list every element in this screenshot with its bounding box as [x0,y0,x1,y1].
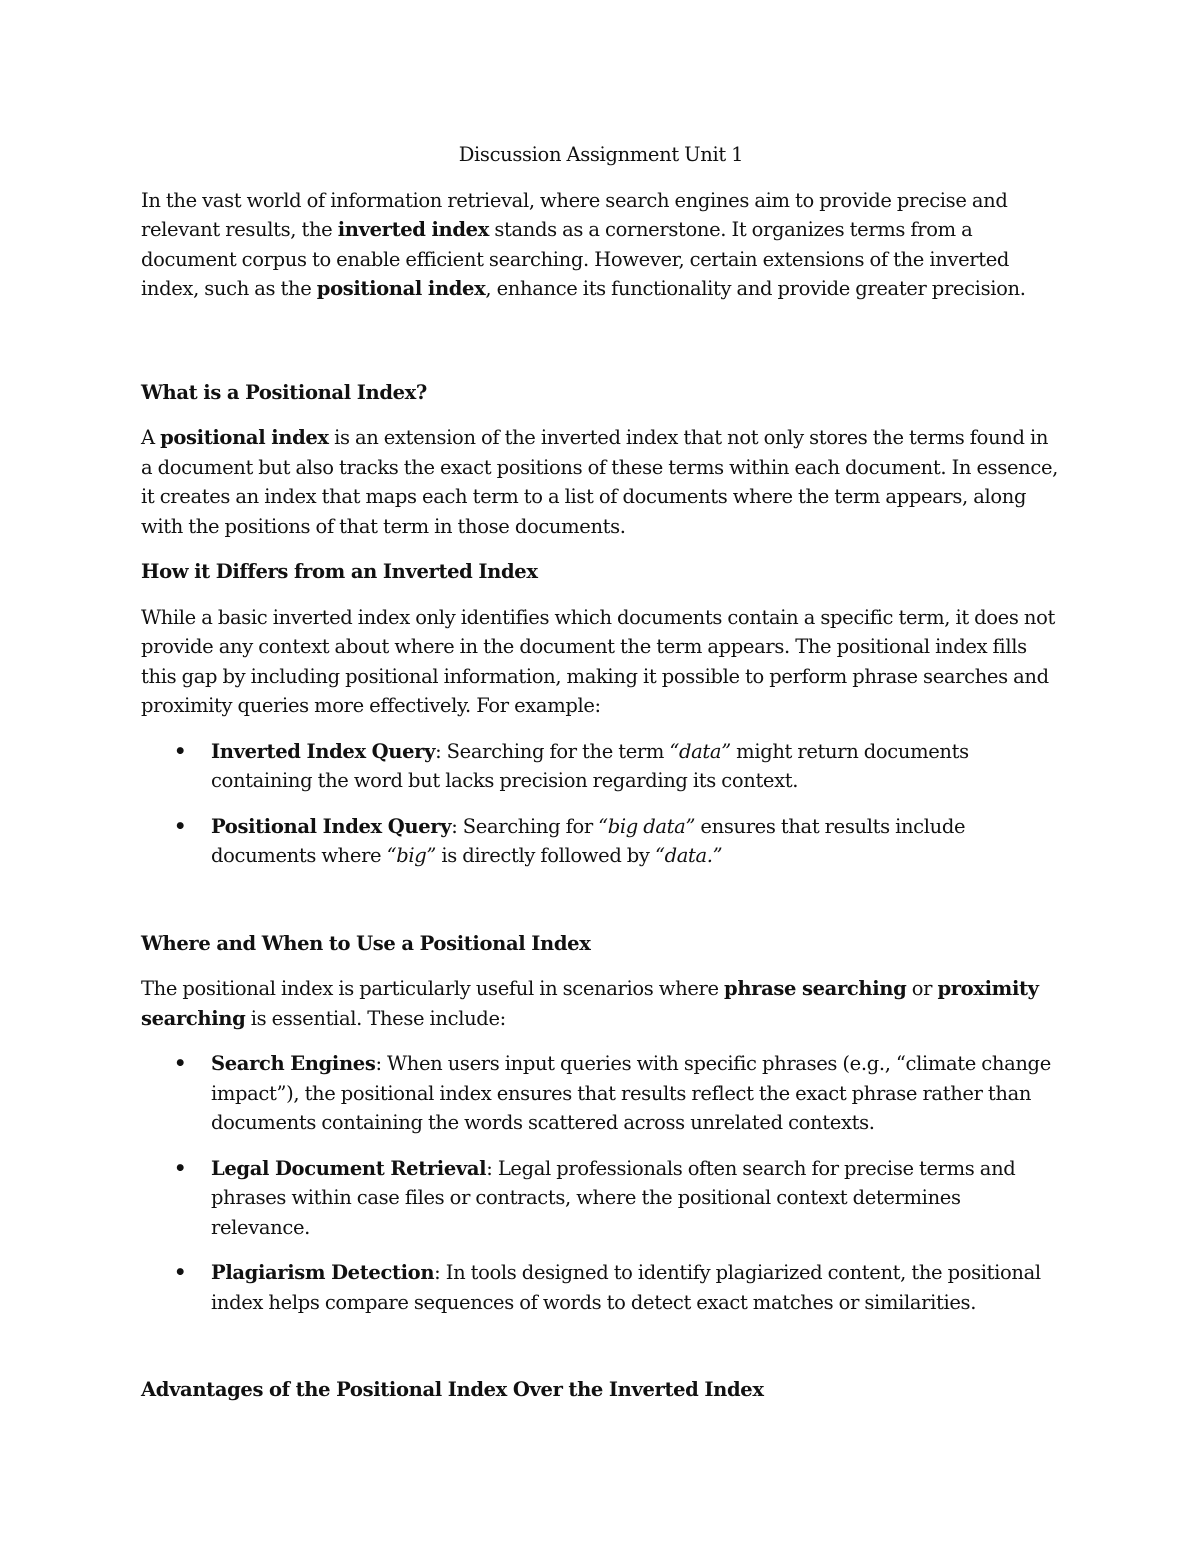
example-list [141,737,1061,871]
differs-paragraph: While a basic inverted index only identifies which documents contain a specific term, it does not provide any context about where in the document the term appears. The positional index fills this gap by including positional information, making it possible to perform phrase searches and proximity queries more effectively. For example: [141,605,1055,717]
term-phrase-searching: phrase searching [724,977,907,1000]
list-item-label: Inverted Index Query [211,739,436,763]
bullet-icon: • [174,739,187,763]
document-body [141,140,1061,1421]
heading-advantages: Advantages of the Positional Index Over the Inverted Index [141,1378,764,1401]
heading-how-it-differs: How it Differs from an Inverted Index [141,560,538,583]
intro-paragraph: In the vast world of information retrieval, where search engines aim to provide precise and relevant results, the inverted index stands as a cornerstone. It organizes terms from a document corpus to enable efficient searching. However, certain extensions of the inverted index, such as the positional index, enhance its functionality and provide greater precision. [141,188,1026,300]
definition-paragraph: A positional index is an extension of the inverted index that not only stores the terms found in a document but also tracks the exact positions of these terms within each document. In essence, it creates an index that maps each term to a list of documents where the term appears, along with the positions of that term in those documents. [141,426,1058,538]
list-item-label: Plagiarism Detection [211,1261,435,1284]
term-proximity-searching: proximity searching [141,977,1039,1030]
bullet-icon: • [174,814,187,838]
section-spacer [141,1333,1061,1375]
term-inverted-index: inverted index [337,218,490,241]
use-case-list [141,1049,1061,1317]
list-item: • Positional Index Query: Searching for “big data” ensures that results include documents where “big” is directly followed by “data.” [141,812,1061,871]
list-item: • Inverted Index Query: Searching for the term “data” might return documents containing the word but lacks precision regarding its context. [141,737,1061,796]
section-spacer [141,320,1061,378]
list-item: • Plagiarism Detection: In tools designed to identify plagiarized content, the positional index helps compare sequences of words to detect exact matches or similarities. [141,1258,1061,1317]
document-title: Discussion Assignment Unit 1 [458,143,744,166]
bullet-icon: • [174,1052,187,1075]
list-item: • Search Engines: When users input queries with specific phrases (e.g., “climate change impact”), the positional index ensures that results reflect the exact phrase rather than documents containing the words scattered across unrelated contexts. [141,1049,1061,1138]
list-item-label: Search Engines [211,1052,376,1075]
usage-paragraph: The positional index is particularly useful in scenarios where phrase searching or proximity searching is essential. These include: [141,977,1039,1030]
section-spacer [141,887,1061,929]
bullet-icon: • [174,1261,187,1284]
list-item: • Legal Document Retrieval: Legal professionals often search for precise terms and phrases within case files or contracts, where the positional context determines relevance. [141,1154,1061,1243]
list-item-label: Positional Index Query [211,814,452,838]
term-positional-index: positional index [316,277,486,300]
list-item-label: Legal Document Retrieval [211,1156,487,1180]
bullet-icon: • [174,1156,187,1180]
heading-what-is-positional-index: What is a Positional Index? [141,380,428,404]
heading-where-and-when: Where and When to Use a Positional Index [141,931,591,955]
term-positional-index: positional index [160,426,329,449]
